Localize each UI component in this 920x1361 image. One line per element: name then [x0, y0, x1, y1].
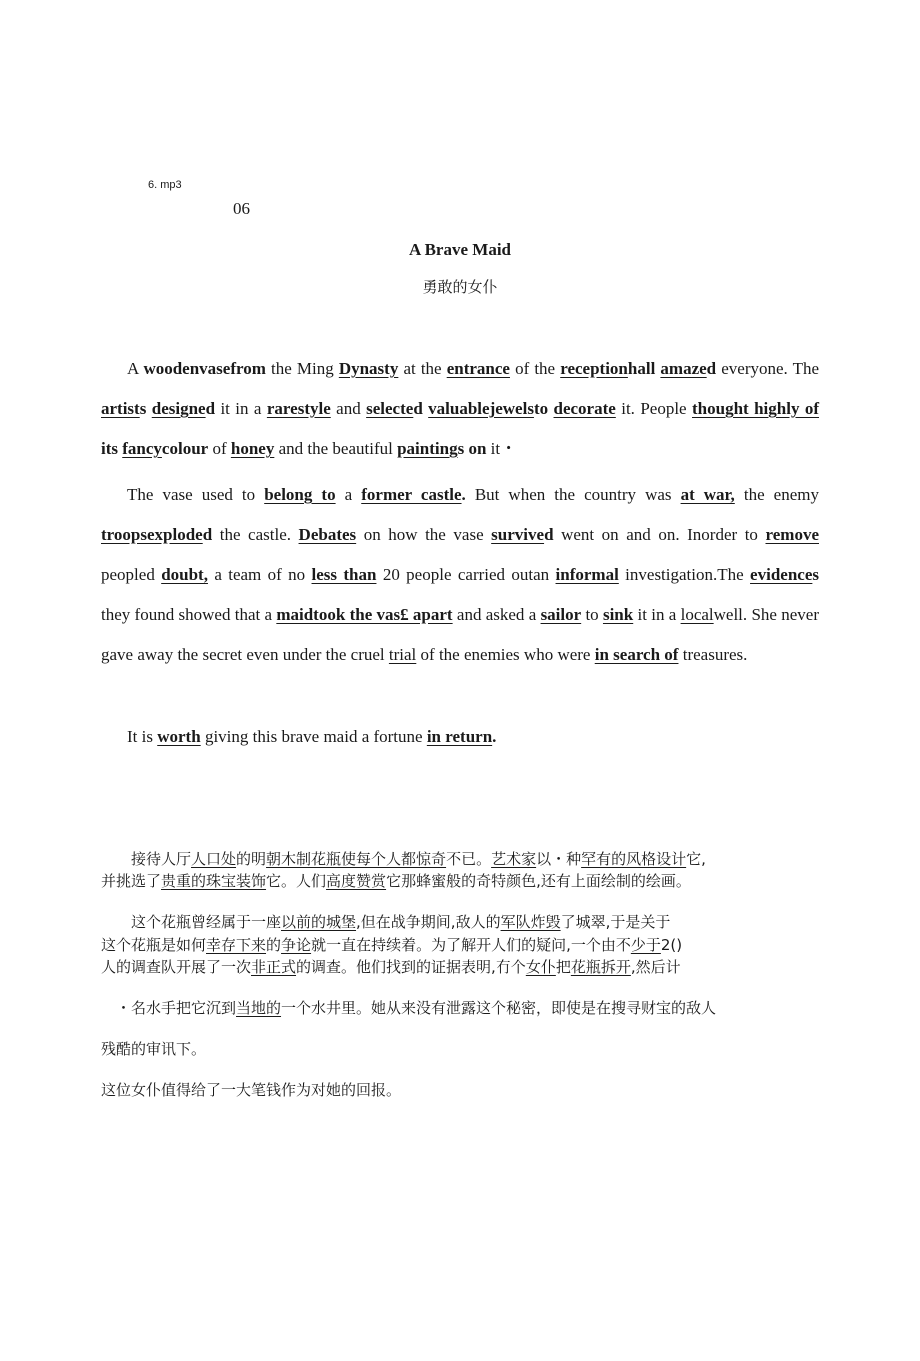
vocab-term: trial [388, 645, 417, 664]
text-run: The vase used to [127, 485, 265, 504]
text-run: 残酷的审讯下。 [101, 1040, 207, 1058]
vocab-term: 军队炸毁 [500, 913, 561, 931]
vocab-term: 艺术家 [491, 850, 537, 868]
text-run: 了城翠,于是关于 [560, 913, 671, 931]
vocab-term: d [413, 399, 429, 418]
text-run: 一个水井里。她从来没有泄露这个秘密，即使是在搜寻财宝的敌人 [281, 999, 717, 1017]
vocab-term: at war, [680, 485, 735, 504]
text-run: 它那蜂蜜般的奇特颜色,还有上面绘制的绘画。 [386, 872, 691, 890]
text-run: and [330, 399, 367, 418]
text-run: ,然后计 [630, 958, 681, 976]
text-run: It is [127, 727, 158, 746]
vocab-term: troopsexplode [101, 525, 203, 544]
text-run: the castle. [212, 525, 299, 544]
vocab-term: painting [397, 439, 458, 458]
vocab-term: 罕有的风格设计 [581, 850, 687, 868]
vocab-term: informal [555, 565, 619, 584]
text-run: a team of no [207, 565, 312, 584]
vocab-term: rarestyle [266, 399, 331, 418]
text-run: A [127, 359, 144, 378]
text-run: it・ [486, 439, 518, 458]
english-paragraph-1 [101, 349, 819, 469]
vocab-term: s on [457, 439, 487, 458]
text-run: 这个花瓶是如何 [101, 936, 207, 954]
text-run: 它。人们 [266, 872, 327, 890]
vocab-term: 女仆 [525, 958, 556, 976]
vocab-term: woodenvasefrom [143, 359, 266, 378]
chinese-line [101, 934, 682, 955]
text-run: it in a [633, 605, 681, 624]
vocab-term: . [461, 485, 466, 504]
audio-file-label: 6. mp3 [148, 179, 182, 191]
text-run: it in a [215, 399, 267, 418]
chinese-line [101, 911, 670, 932]
vocab-term: fancy [122, 439, 162, 458]
vocab-term: d [205, 399, 216, 418]
vocab-term: honey [230, 439, 275, 458]
chinese-line [101, 1038, 206, 1059]
text-run: 接待人厅 [101, 850, 192, 868]
text-run: 的调查。他们找到的证据表明,冇个 [296, 958, 526, 976]
text-run: on how the vase [356, 525, 492, 544]
text-run: investigation.The [618, 565, 751, 584]
text-run: 的明 [236, 850, 267, 868]
text-run: peopled [101, 565, 162, 584]
text-run: ,但在战争期间,敌人的 [356, 913, 501, 931]
english-paragraph-3 [101, 717, 819, 757]
text-run: ・名水手把它沉到 [101, 999, 237, 1017]
text-run: at the [398, 359, 447, 378]
chinese-line [101, 956, 681, 977]
text-run: and asked a [452, 605, 541, 624]
vocab-term: designe [151, 399, 206, 418]
vocab-term: 花瓶拆开 [570, 958, 631, 976]
vocab-term: in search of [594, 645, 679, 664]
vocab-term: d [706, 359, 717, 378]
vocab-term: 少于 [630, 936, 661, 954]
vocab-term: survive [491, 525, 545, 544]
text-run: they found showed that a [101, 605, 277, 624]
vocab-term: selecte [366, 399, 414, 418]
text-run: 把 [555, 958, 571, 976]
text-run: well. She never gave away the secret even under the cruel [101, 605, 819, 664]
vocab-term: hall [627, 359, 661, 378]
vocab-term: 以前的城堡 [281, 913, 357, 931]
vocab-term: colour [161, 439, 209, 458]
vocab-term: 幸存下来 [206, 936, 267, 954]
text-run: to [581, 605, 603, 624]
vocab-term: 当地的 [236, 999, 282, 1017]
text-run: of [208, 439, 231, 458]
text-run: 2() [660, 936, 683, 954]
text-run: 人的调查队开展了一次 [101, 958, 252, 976]
text-run: of the enemies who were [416, 645, 595, 664]
page-title: A Brave Maid [409, 240, 511, 259]
lesson-number: 06 [233, 199, 250, 218]
text-run: But when the country was [465, 485, 681, 504]
vocab-term: its [101, 439, 123, 458]
page-subtitle: 勇敢的女仆 [422, 278, 498, 296]
vocab-term: s [139, 399, 152, 418]
vocab-term: in return [426, 727, 493, 746]
vocab-term: 贵重的珠宝装饰 [161, 872, 267, 890]
vocab-term: amaze [660, 359, 707, 378]
text-run: and the beautiful [274, 439, 398, 458]
text-run: everyone. The [716, 359, 820, 378]
vocab-term: s [812, 565, 819, 584]
vocab-term: 朝木制花瓶使每个人都惊奇 [266, 850, 447, 868]
text-run: 并挑选了 [101, 872, 162, 890]
text-run: 就一直在持续着。为了解开人们的疑问,一个由不 [311, 936, 631, 954]
text-run: it. People [615, 399, 692, 418]
vocab-term: worth [157, 727, 201, 746]
text-run: went on and on. Inorder to [553, 525, 766, 544]
chinese-line [101, 997, 716, 1018]
vocab-term: 高度赞赏 [326, 872, 387, 890]
vocab-term: entrance [446, 359, 510, 378]
text-run: 这个花瓶曾经属于一座 [101, 913, 282, 931]
vocab-term: 非正式 [251, 958, 297, 976]
vocab-term: sink [602, 605, 634, 624]
vocab-term: reception [560, 359, 628, 378]
text-run: 20 people carried outan [376, 565, 556, 584]
text-run: the enemy [734, 485, 819, 504]
text-run: 这位女仆值得给了一大笔钱作为对她的回报。 [101, 1081, 402, 1099]
vocab-term: Debates [298, 525, 357, 544]
text-run: 它, [686, 850, 706, 868]
vocab-term: less than [311, 565, 377, 584]
text-run: the Ming [265, 359, 339, 378]
text-run: treasures. [678, 645, 748, 664]
text-run: 以・种 [536, 850, 582, 868]
vocab-term: d [544, 525, 554, 544]
vocab-term: former castle [361, 485, 462, 504]
text-run: of the [509, 359, 561, 378]
vocab-term: belong to [264, 485, 336, 504]
chinese-line [101, 870, 691, 891]
vocab-term: evidence [750, 565, 813, 584]
vocab-term: artist [101, 399, 140, 418]
vocab-term: thought highly of [692, 399, 820, 418]
text-run: a [335, 485, 362, 504]
vocab-term: . [492, 727, 497, 746]
vocab-term: Dynasty [338, 359, 399, 378]
text-run: 不已。 [446, 850, 492, 868]
chinese-line [101, 1079, 401, 1100]
vocab-term: doubt, [161, 565, 208, 584]
vocab-term: remove [765, 525, 819, 544]
vocab-term: 争论 [281, 936, 312, 954]
chinese-line [101, 848, 706, 869]
vocab-term: sailor [540, 605, 582, 624]
vocab-term: valuablejewels [428, 399, 534, 418]
vocab-term: decorate [553, 399, 616, 418]
text-run: 的 [266, 936, 282, 954]
vocab-term: maidtook the vas£ apart [276, 605, 453, 624]
vocab-term: 人口处 [191, 850, 237, 868]
text-run: giving this brave maid a fortune [200, 727, 427, 746]
vocab-term: to [533, 399, 554, 418]
english-paragraph-2 [101, 475, 819, 675]
vocab-term: local [680, 605, 714, 624]
vocab-term: d [202, 525, 213, 544]
